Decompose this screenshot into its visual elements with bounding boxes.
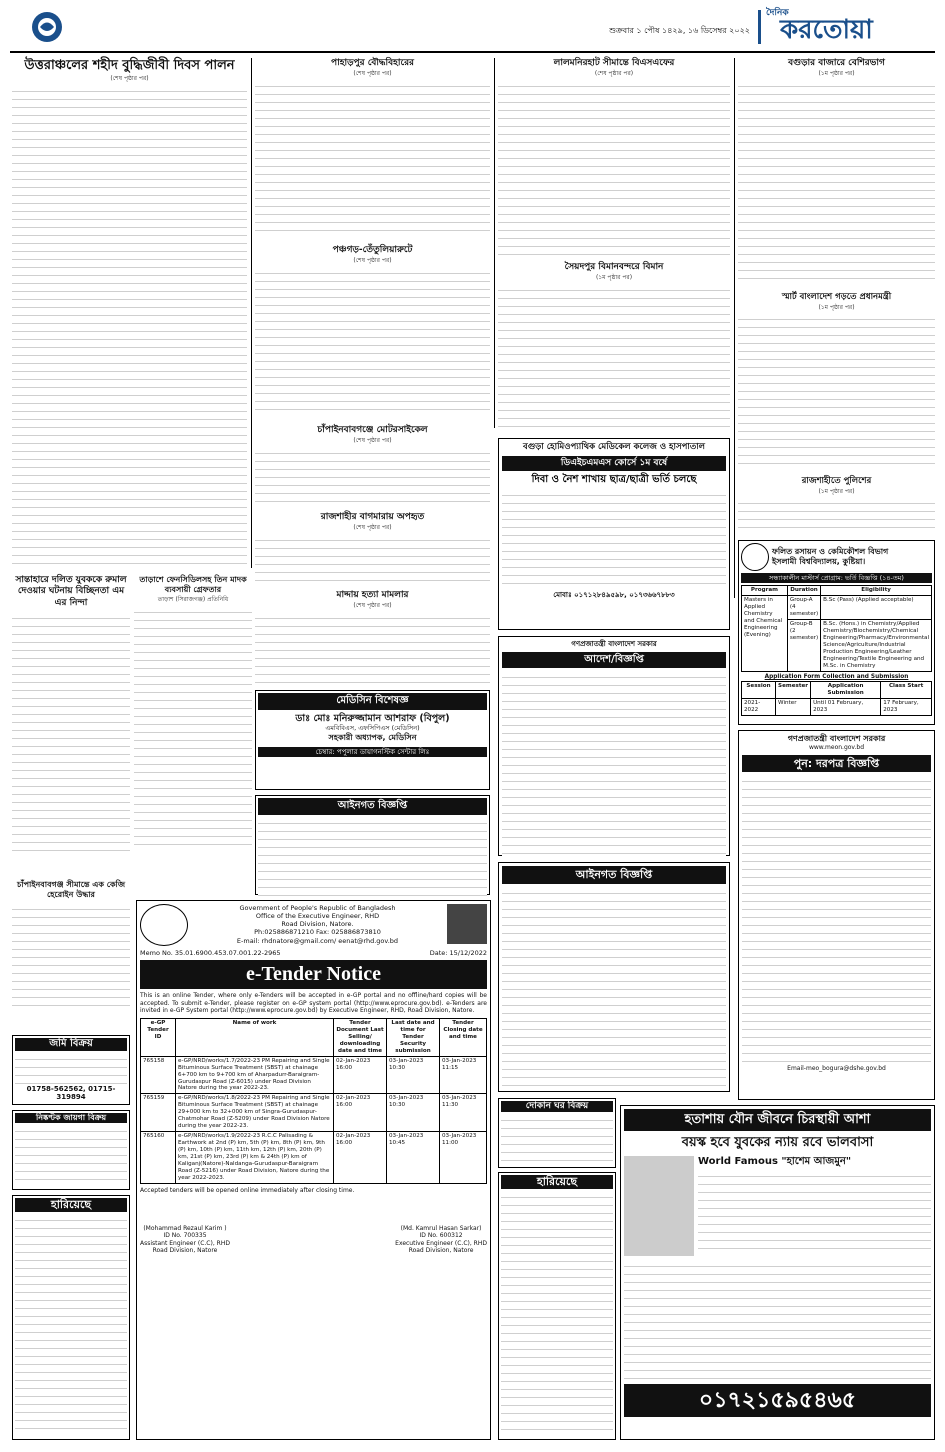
- headline: চাঁপাইনবাবগঞ্জে মোটরসাইকেল: [317, 425, 428, 435]
- sig-division: Road Division, Natore: [408, 1247, 474, 1255]
- phone: 01758-562562, 01715-319894: [26, 1084, 116, 1102]
- article-smart-bangladesh: [738, 292, 935, 472]
- tender-table: [140, 1018, 487, 1185]
- contact: মোবাঃ ০১৭১২৮৪৯৫৯৮, ০১৭৩৬৬৭৮৮৩: [553, 591, 675, 600]
- masthead-rule: [10, 51, 935, 53]
- sched-session: 2021-2022: [742, 699, 776, 716]
- selling-date: 02-Jan-2023 16:00: [334, 1132, 387, 1184]
- headline: উত্তরাঞ্চলের শহীদ বুদ্ধিজীবী দিবস পালন: [24, 58, 235, 73]
- article-lalmonirhat: [498, 58, 730, 258]
- ad-shop-sale: [498, 1098, 616, 1168]
- specialist-banner: মেডিসিন বিশেষজ্ঞ: [258, 693, 487, 710]
- ad-health: [620, 1105, 935, 1440]
- eligibility-a: B.Sc (Pass) (Applied acceptable): [821, 596, 932, 620]
- article-body: [255, 267, 490, 417]
- office: Office of the Executive Engineer, RHD: [255, 912, 380, 921]
- headline: বগুড়ার বাজারে বেশিরভাগ: [788, 58, 885, 68]
- website: www.meon.gov.bd: [808, 744, 865, 751]
- continuation: (১ম পৃষ্ঠার পর): [818, 70, 855, 78]
- continuation: (শেষ পৃষ্ঠার পর): [353, 524, 392, 532]
- continuation: (শেষ পৃষ্ঠার পর): [353, 70, 392, 78]
- memo-date: Date: 15/12/2022: [429, 949, 487, 957]
- ad-title: দোকান ঘর বিক্রয়: [501, 1101, 613, 1112]
- article-body: [12, 85, 247, 565]
- table-row: [141, 1132, 487, 1184]
- ad-title: নিষ্কণ্টক জায়গা বিক্রয়: [15, 1113, 127, 1123]
- article-saidpur: [498, 262, 730, 432]
- closing-date: 03-Jan-2023 11:00: [440, 1132, 487, 1184]
- article-body: [255, 80, 490, 238]
- continuation: (শেষ পৃষ্ঠার পর): [594, 70, 634, 78]
- ad-title: হারিয়েছে: [15, 1198, 127, 1212]
- ad-homeopathic-college: [498, 438, 730, 630]
- continuation: (শেষ পৃষ্ঠার পর): [110, 75, 149, 83]
- ad-order-notice: [498, 636, 730, 856]
- article-body: [738, 80, 935, 286]
- sig-post: Assistant Engineer (C.C), RHD: [140, 1239, 230, 1247]
- sched-col-class-start: Class Start: [881, 682, 932, 699]
- ad-body: [502, 489, 726, 589]
- paper-name: করতোয়া: [780, 15, 873, 45]
- notice-body: [502, 671, 726, 856]
- continuation: (১ম পৃষ্ঠার পর): [818, 303, 855, 311]
- gov-title: গণপ্রজাতন্ত্রী বাংলাদেশ সরকার: [571, 640, 657, 648]
- article-body: [255, 447, 490, 505]
- security-date: 03-Jan-2023 10:45: [387, 1132, 440, 1184]
- col-duration: Duration: [787, 586, 820, 596]
- notice-body: [502, 887, 726, 1087]
- ad-body: [15, 1214, 127, 1434]
- sched-semester: Winter: [776, 699, 811, 716]
- ad-land-sale: [12, 1035, 130, 1105]
- headline: সান্তাহারে দলিত যুবককে রুমাল দেওয়ার ঘটনায় বিচ্ছিনতা এম এর নিন্দা: [15, 575, 127, 608]
- newspaper-logo-icon: [30, 10, 64, 44]
- work-name: e-GP/NRD/works/1.7/2022-23 PM Repairing and Single Bituminous Surface Treatment (SBST) at chainage 6+700 km to 9+700 km of Aharpadurr-Baraigram-Gurudaspur Road (Z-6015) under Road Division Natore during the year 2022-23.: [176, 1056, 334, 1094]
- program-table: [741, 585, 932, 672]
- continuation: (শেষ পৃষ্ঠার পর): [353, 437, 392, 445]
- notice-title: পুন: দরপত্র বিজ্ঞপ্তি: [742, 755, 931, 773]
- ad-body: [501, 1114, 613, 1164]
- article-body: [498, 80, 730, 258]
- phone-number: ০১৭২১৫৯৫৪৬৫: [624, 1384, 931, 1418]
- continuation: (শেষ পৃষ্ঠার পর): [353, 257, 392, 265]
- group-b: Group-B (2 semester): [787, 620, 820, 672]
- article-rajshahi-police: [738, 476, 935, 536]
- notice-title: আইনগত বিজ্ঞপ্তি: [258, 798, 487, 815]
- ad-plot-sale: [12, 1110, 130, 1190]
- headline: চাঁপাইনবাবগঞ্জ সীমান্তে এক কেজি হেরোইন উদ্ধার: [16, 880, 126, 899]
- tender-title: e-Tender Notice: [140, 960, 487, 989]
- sig-name: (Mohammad Rezaul Karim ): [143, 1224, 227, 1232]
- security-date: 03-Jan-2023 10:30: [387, 1056, 440, 1094]
- ad-legal-notice-2: [498, 862, 730, 1092]
- signature-assistant-engineer: [140, 1225, 230, 1255]
- notice-title: আদেশ/বিজ্ঞপ্তি: [502, 652, 726, 669]
- headline: সৈয়দপুর বিমানবন্দরে বিমান: [564, 262, 664, 272]
- article-body: [12, 903, 130, 1013]
- tender-id: 765160: [141, 1132, 176, 1184]
- sig-id: ID No. 600312: [419, 1232, 463, 1240]
- table-row: [141, 1056, 487, 1094]
- masthead-date: শুক্রবার ১ পৌষ ১৪২৯, ১৬ ডিসেম্বর ২০২২: [609, 26, 750, 35]
- schedule-table: [741, 681, 932, 716]
- col-selling-date: Tender Document Last Selling/ downloading date and time: [334, 1018, 387, 1056]
- headline-1: হতাশায় যৌন জীবনে চিরস্থায়ী আশা: [624, 1109, 931, 1131]
- article-tarash: [134, 575, 252, 875]
- article-body: [12, 612, 130, 852]
- ad-title: জমি বিক্রয়: [15, 1038, 127, 1051]
- continuation: (১ম পৃষ্ঠার পর): [595, 274, 633, 282]
- sched-class-start: 17 February, 2023: [881, 699, 932, 716]
- road-division: Road Division, Natore.: [281, 920, 354, 929]
- course-banner: ডিএইচএমএস কোর্সে ১ম বর্ষে: [502, 456, 726, 471]
- admission-notice: সন্ধ্যাকালীন মাস্টার্স প্রোগ্রাম: ভর্তি বিজ্ঞপ্তি (১৪-তম): [741, 573, 932, 583]
- tender-footer: Accepted tenders will be opened online immediately after closing time.: [140, 1187, 355, 1195]
- column-rule: [494, 58, 495, 428]
- headline: লালমনিরহাট সীমান্তে বিএসএফের: [553, 58, 675, 68]
- college-title: বগুড়া হোমিওপ্যাথিক মেডিকেল কলেজ ও হাসপাতাল: [522, 442, 706, 452]
- doctor-name: ডাঃ মোঃ মনিরুজ্জামান আশরাফ (বিপুল): [295, 712, 450, 724]
- eligibility-b: B.Sc. (Hons.) in Chemistry/Applied Chemistry/Biochemistry/Chemical Engineering/Pharmacy/Environmental Science/Agriculture/Industrial Production Engineering/Leather Engineering/Textile Engineering and M.Sc. in Chemistry: [821, 620, 932, 672]
- article-panchagarh: [255, 245, 490, 420]
- article-heroin: [12, 880, 130, 1030]
- col-closing-date: Tender Closing date and time: [440, 1018, 487, 1056]
- doctor-post: সহকারী অধ্যাপক, মেডিসিন: [328, 732, 417, 742]
- bangabandhu-portrait-icon: [447, 904, 487, 944]
- ad-body: [15, 1053, 127, 1085]
- sig-name: (Md. Kamrul Hasan Sarkar): [400, 1224, 482, 1232]
- masthead-divider: [758, 10, 761, 44]
- admission-line: দিবা ও নৈশ শাখায় ছাত্র/ছাত্রী ভর্তি চলছে: [531, 473, 697, 485]
- closing-date: 03-Jan-2023 11:15: [440, 1056, 487, 1094]
- email: Email-meo_bogura@dshe.gov.bd: [787, 1065, 886, 1073]
- program-name: Masters in Applied Chemistry and Chemical Engineering (Evening): [742, 596, 788, 672]
- department-title: ফলিত রসায়ন ও কেমিকৌশল বিভাগ: [772, 547, 889, 556]
- article-chapai-motorcycle: [255, 425, 490, 505]
- ad-lost-2: [498, 1172, 616, 1440]
- world-famous: World Famous "হাশেম আজমুন": [698, 1155, 852, 1167]
- tender-id: 765159: [141, 1094, 176, 1132]
- ad-islamic-university: [738, 540, 935, 725]
- sig-post: Executive Engineer (C.C), RHD: [395, 1239, 487, 1247]
- article-paharpur: [255, 58, 490, 238]
- chamber: চেম্বার: পপুলার ডায়াগনস্টিক সেন্টার লিঃ: [258, 747, 487, 758]
- phone: Ph:025886871210 Fax: 025886873810: [254, 928, 381, 937]
- article-body: [255, 612, 490, 684]
- headline: পাহাড়পুর বৌদ্ধবিহারের: [331, 58, 414, 68]
- ad-doctor: [255, 690, 490, 790]
- article-body: [738, 497, 935, 535]
- col-eligibility: Eligibility: [821, 586, 932, 596]
- notice-title: আইনগত বিজ্ঞপ্তি: [502, 866, 726, 884]
- ad-body-2: [624, 1260, 931, 1380]
- closing-date: 03-Jan-2023 11:30: [440, 1094, 487, 1132]
- column-rule: [734, 58, 735, 598]
- article-body: [134, 606, 252, 846]
- security-date: 03-Jan-2023 10:30: [387, 1094, 440, 1132]
- work-name: e-GP/NRD/works/1.9/2022-23 R.C.C Palisading & Earthwork at 2nd (P) km, 5th (P) km, 8th (P) km, 9th (P) km, 10th (P) km, 11th km, 12th (P) km, 20th (P) km, 21st (P) km, 23rd (P) km & 24th (P) km of Kaliganj(Natore)-Naldanga-Gurudaspur-Baraigram Road (Z-5216) under Road Division, Natore during the year 2022-2023.: [176, 1132, 334, 1184]
- col-tender-id: e-GP Tender ID: [141, 1018, 176, 1056]
- ad-lost-1: [12, 1195, 130, 1440]
- ad-body: [698, 1170, 931, 1255]
- tender-intro: This is an online Tender, where only e-Tenders will be accepted in e-GP portal and no offline/hard copies will be accepted. To submit e-Tender, please register on e-GP system portal (http://www.eprocure.gov.bd). e-Tenders are invited in e-GP System portal (http://www.eprocure.gov.bd) by Executive Engineer, RHD, Road Division, Natore.: [140, 992, 487, 1015]
- ad-title: হারিয়েছে: [501, 1175, 613, 1189]
- email: E-mail: rhdnatore@gmail.com/ eenat@rhd.gov.bd: [236, 936, 399, 945]
- article-body: [738, 313, 935, 471]
- doctor-portrait-icon: [624, 1156, 694, 1256]
- notice-body: [742, 775, 931, 1065]
- continuation: (১ম পৃষ্ঠার পর): [818, 487, 855, 495]
- sched-col-submission: Application Submission: [811, 682, 881, 699]
- headline: মাদ্দায় হত্যা মামলার: [336, 590, 409, 600]
- university-seal-icon: [741, 543, 769, 571]
- doctor-degree: এমবিবিএস, এফসিপিএস (মেডিসিন): [325, 724, 420, 733]
- ad-re-tender-notice: [738, 730, 935, 1100]
- masthead: [0, 0, 945, 50]
- headline-2: বয়স্ক হবে যুবকের ন্যায় রবে ভালবাসা: [681, 1135, 874, 1151]
- tender-id: 765158: [141, 1056, 176, 1094]
- selling-date: 02-Jan-2023 16:00: [334, 1056, 387, 1094]
- sched-col-semester: Semester: [776, 682, 811, 699]
- headline: তাড়াশে ফেনসিডিলসহ তিন মাদক ব্যবসায়ী গ্রেফতার: [139, 575, 247, 594]
- article-santahar: [12, 575, 130, 875]
- paper-name-small: দৈনিক: [766, 8, 789, 18]
- sched-col-session: Session: [742, 682, 776, 699]
- ad-e-tender: [136, 900, 491, 1440]
- sig-division: Road Division, Natore: [152, 1247, 218, 1255]
- col-program: Program: [742, 586, 788, 596]
- article-martyred-intellectuals: [12, 58, 247, 568]
- ad-legal-notice-1: [255, 795, 490, 895]
- sched-submission: Until 01 February, 2023: [811, 699, 881, 716]
- gov-title: গণপ্রজাতন্ত্রী বাংলাদেশ সরকার: [787, 734, 886, 743]
- col-name-of-work: Name of work: [176, 1018, 334, 1056]
- headline: স্মার্ট বাংলাদেশ গড়তে প্রধানমন্ত্রী: [781, 292, 892, 302]
- table-row: [141, 1094, 487, 1132]
- gov-title: Government of People's Republic of Bangladesh: [239, 904, 396, 912]
- memo-no: Memo No. 35.01.6900.453.07.001.22-2965: [140, 949, 281, 957]
- headline: রাজশাহীর বাগমারায় অপহৃত: [320, 512, 425, 522]
- university-name: ইসলামী বিশ্ববিদ্যালয়, কুষ্টিয়া।: [772, 557, 866, 566]
- ad-body: [15, 1125, 127, 1185]
- column-rule: [251, 58, 252, 568]
- headline: রাজশাহীতে পুলিশের: [801, 476, 872, 486]
- notice-body: [258, 817, 487, 897]
- ad-body: [501, 1191, 613, 1431]
- schedule-title: Application Form Collection and Submission: [764, 673, 909, 680]
- article-bagmara: [255, 512, 490, 582]
- signature-executive-engineer: [395, 1225, 487, 1255]
- col-security-date: Last date and time for Tender Security submission: [387, 1018, 440, 1056]
- article-bogura-market: [738, 58, 935, 288]
- article-body: [255, 534, 490, 582]
- mujib-logo-icon: [140, 904, 188, 946]
- continuation: (শেষ পৃষ্ঠার পর): [353, 602, 392, 610]
- continuation: তাড়াশ (সিরাজগঞ্জ) প্রতিনিধি: [157, 596, 229, 603]
- headline: পঞ্চগড়-তেঁতুলিয়ারুটে: [332, 245, 413, 255]
- article-madda: [255, 590, 490, 685]
- selling-date: 02-Jan-2023 16:00: [334, 1094, 387, 1132]
- work-name: e-GP/NRD/works/1.8/2022-23 PM Repairing and Single Bituminous Surface Treatment (SBST) at chainage 29+000 km to 32+000 km of Singra-Gurudaspur-Chatmohar Road (Z-5209) under Road Division Natore during the year 2022-23.: [176, 1094, 334, 1132]
- sig-id: ID No. 700335: [163, 1232, 207, 1240]
- group-a: Group-A (4 semester): [787, 596, 820, 620]
- article-body: [498, 284, 730, 432]
